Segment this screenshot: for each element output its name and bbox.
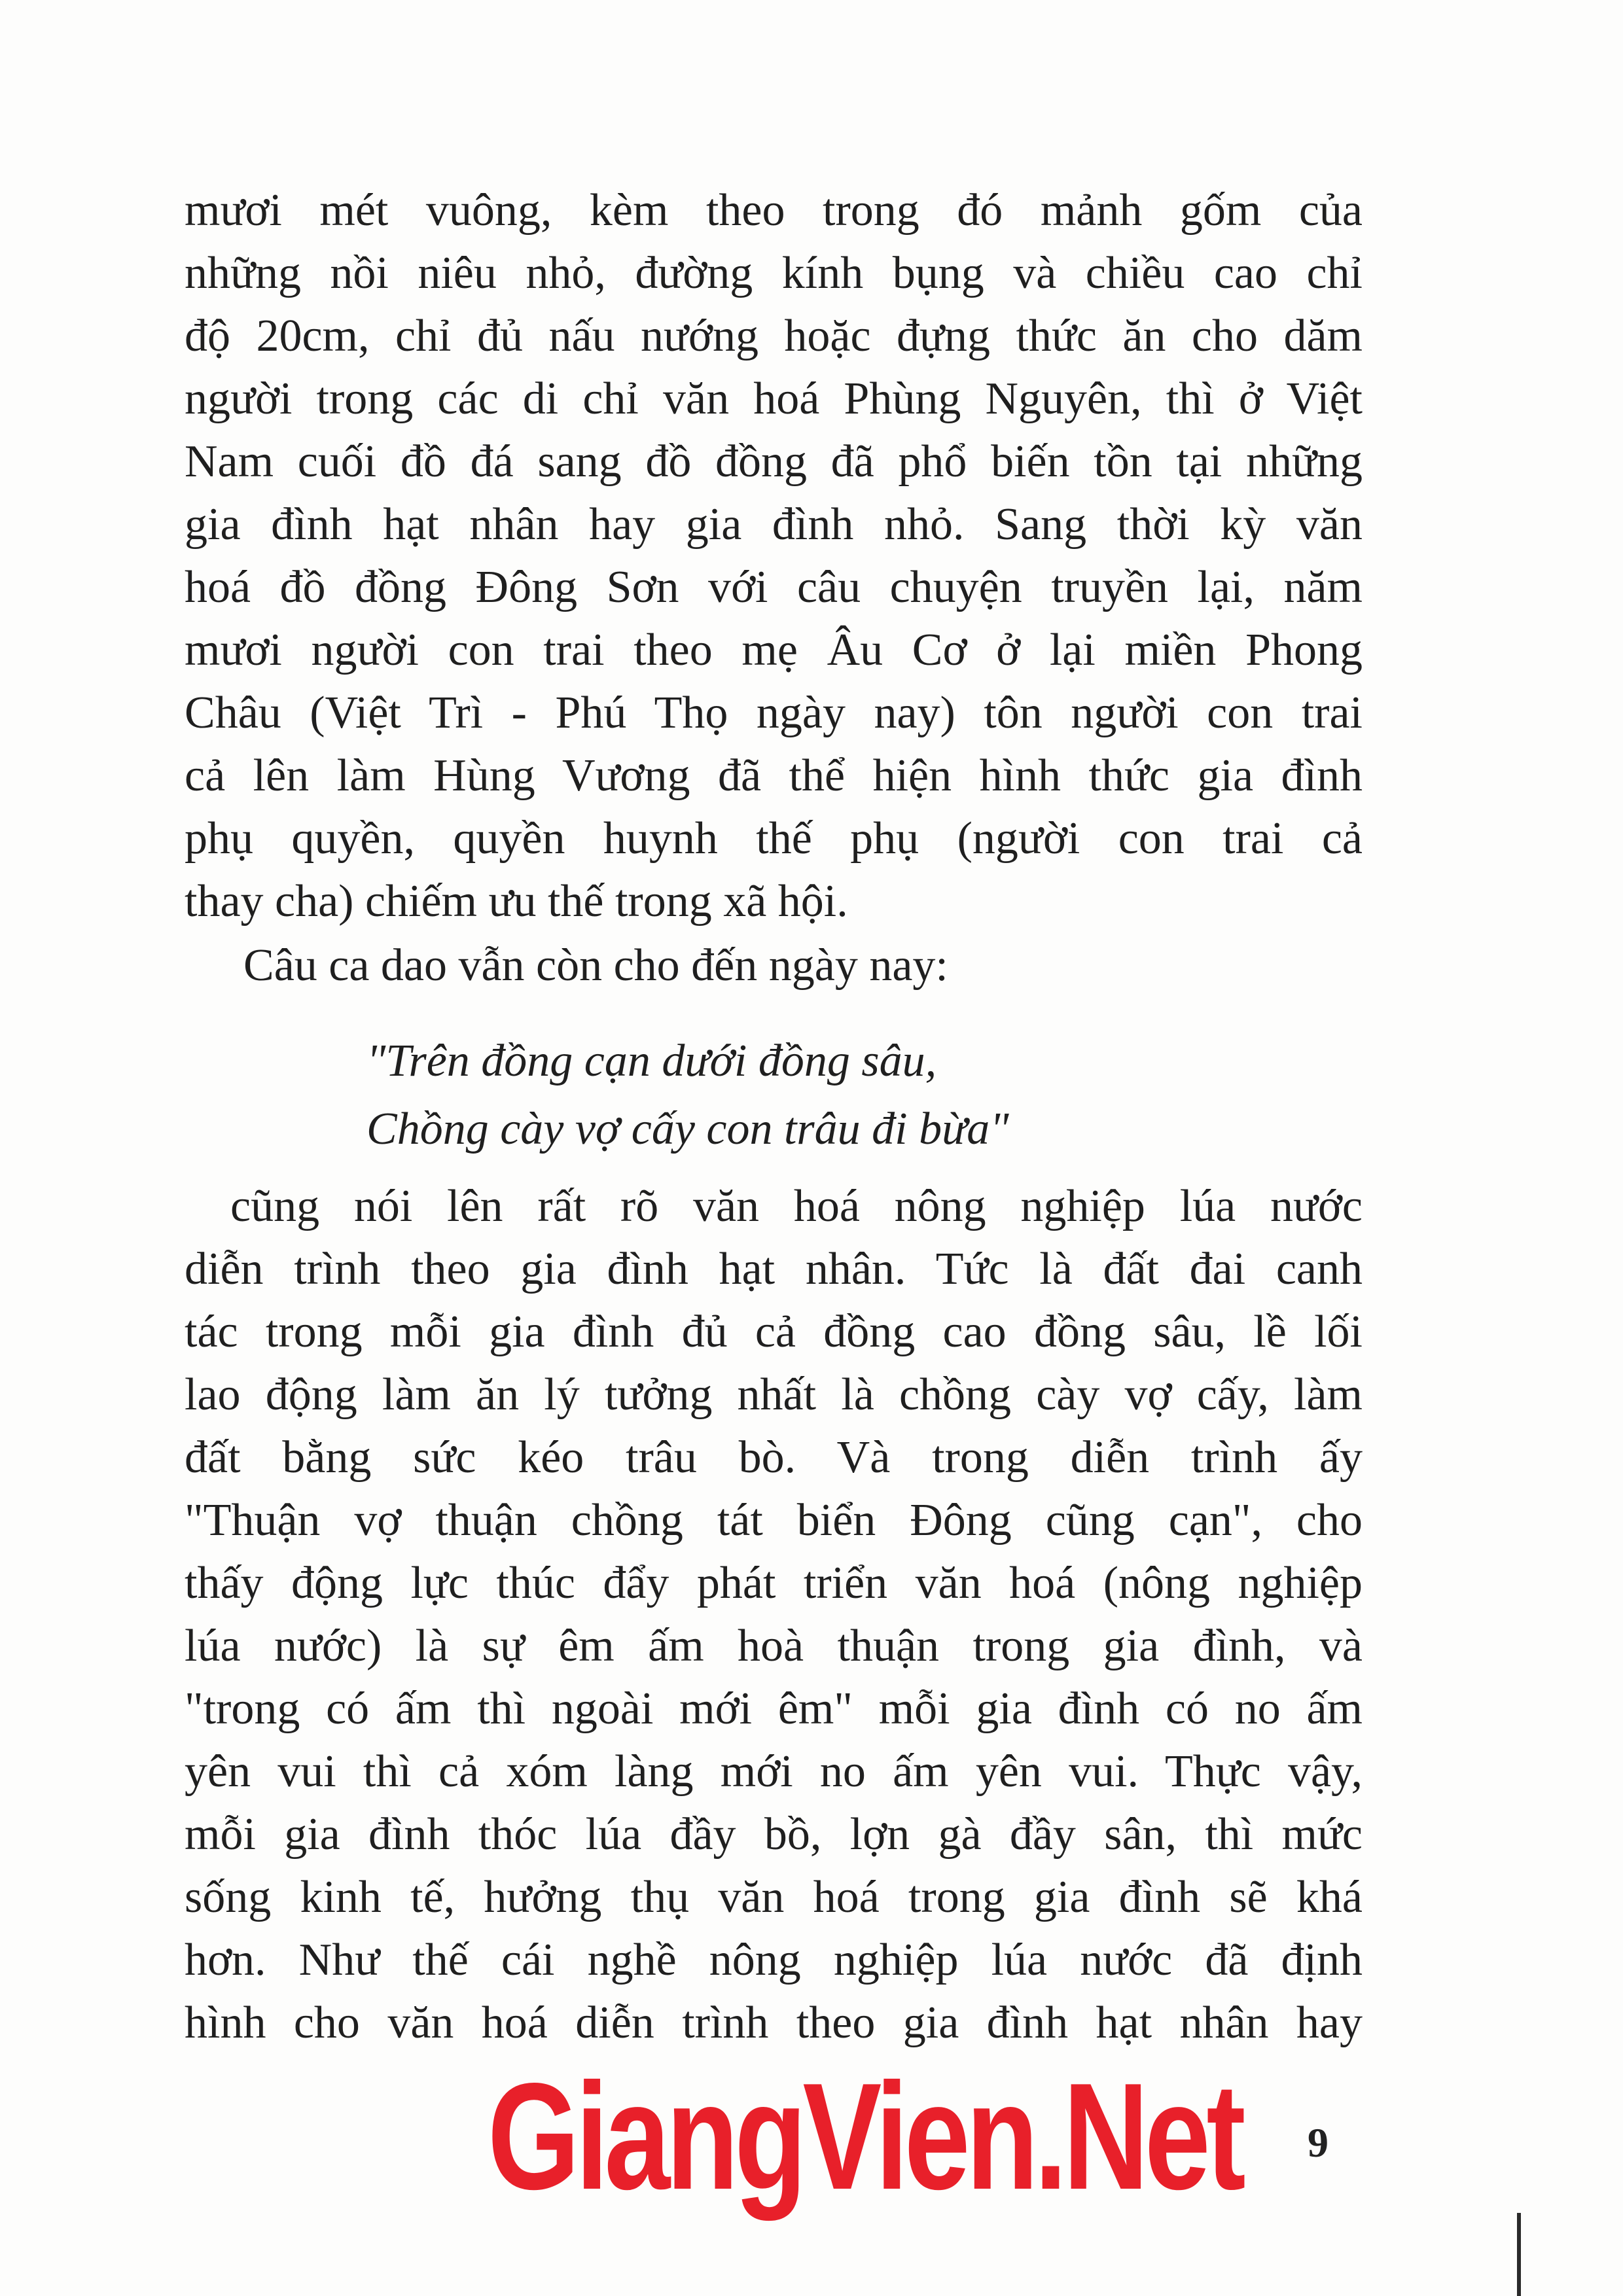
text-line: đất bằng sức kéo trâu bò. Và trong diễn trình ấy <box>185 1432 1363 1483</box>
verse-line: Chồng cày vợ cấy con trâu đi bừa" <box>366 1104 1009 1154</box>
scan-edge-mark <box>1517 2213 1521 2296</box>
text-line: thay cha) chiếm ưu thế trong xã hội. <box>185 876 848 927</box>
text-line: "Thuận vợ thuận chồng tát biển Đông cũng cạn", cho <box>185 1495 1363 1545</box>
text-line: mỗi gia đình thóc lúa đầy bồ, lợn gà đầy sân, thì mức <box>185 1809 1363 1860</box>
text-line: gia đình hạt nhân hay gia đình nhỏ. Sang thời kỳ văn <box>185 499 1363 550</box>
text-line: những nồi niêu nhỏ, đường kính bụng và chiều cao chỉ <box>185 248 1363 298</box>
paragraph-1 <box>185 179 1363 933</box>
text-line: mươi người con trai theo mẹ Âu Cơ ở lại miền Phong <box>185 625 1363 675</box>
text-line: sống kinh tế, hưởng thụ văn hoá trong gia đình sẽ khá <box>185 1872 1363 1922</box>
text-line: hơn. Như thế cái nghề nông nghiệp lúa nước đã định <box>185 1935 1363 1985</box>
text-line: yên vui thì cả xóm làng mới no ấm yên vui. Thực vậy, <box>185 1746 1363 1797</box>
text-line: mươi mét vuông, kèm theo trong đó mảnh gốm của <box>185 185 1363 236</box>
text-line: cả lên làm Hùng Vương đã thể hiện hình thức gia đình <box>185 751 1363 801</box>
watermark-logo: GiangVien.Net <box>488 2052 1242 2221</box>
text-line: thấy động lực thúc đẩy phát triển văn hoá (nông nghiệp <box>185 1558 1363 1608</box>
text-line: diễn trình theo gia đình hạt nhân. Tức là đất đai canh <box>185 1244 1363 1294</box>
text-line: độ 20cm, chỉ đủ nấu nướng hoặc đựng thức ăn cho dăm <box>185 311 1363 361</box>
text-line: cũng nói lên rất rõ văn hoá nông nghiệp lúa nước <box>230 1181 1363 1231</box>
text-line: Châu (Việt Trì - Phú Thọ ngày nay) tôn người con trai <box>185 688 1363 738</box>
intro-line: Câu ca dao vẫn còn cho đến ngày nay: <box>243 940 948 991</box>
text-line: phụ quyền, quyền huynh thế phụ (người con trai cả <box>185 813 1363 864</box>
verse-line: "Trên đồng cạn dưới đồng sâu, <box>366 1036 937 1086</box>
text-line: người trong các di chỉ văn hoá Phùng Nguyên, thì ở Việt <box>185 374 1363 424</box>
page-number: 9 <box>1308 2119 1329 2166</box>
text-line: tác trong mỗi gia đình đủ cả đồng cao đồng sâu, lề lối <box>185 1307 1363 1357</box>
text-line: Nam cuối đồ đá sang đồ đồng đã phổ biến tồn tại những <box>185 436 1363 487</box>
text-line: hoá đồ đồng Đông Sơn với câu chuyện truyền lại, năm <box>185 562 1363 612</box>
verse-block <box>366 1027 1009 1163</box>
paragraph-2 <box>185 1175 1363 2055</box>
text-line: lúa nước) là sự êm ấm hoà thuận trong gia đình, và <box>185 1621 1363 1671</box>
intro-paragraph <box>185 934 1363 997</box>
text-line: "trong có ấm thì ngoài mới êm" mỗi gia đình có no ấm <box>185 1684 1363 1734</box>
text-line: lao động làm ăn lý tưởng nhất là chồng cày vợ cấy, làm <box>185 1369 1363 1420</box>
text-line: hình cho văn hoá diễn trình theo gia đình hạt nhân hay <box>185 1998 1363 2048</box>
